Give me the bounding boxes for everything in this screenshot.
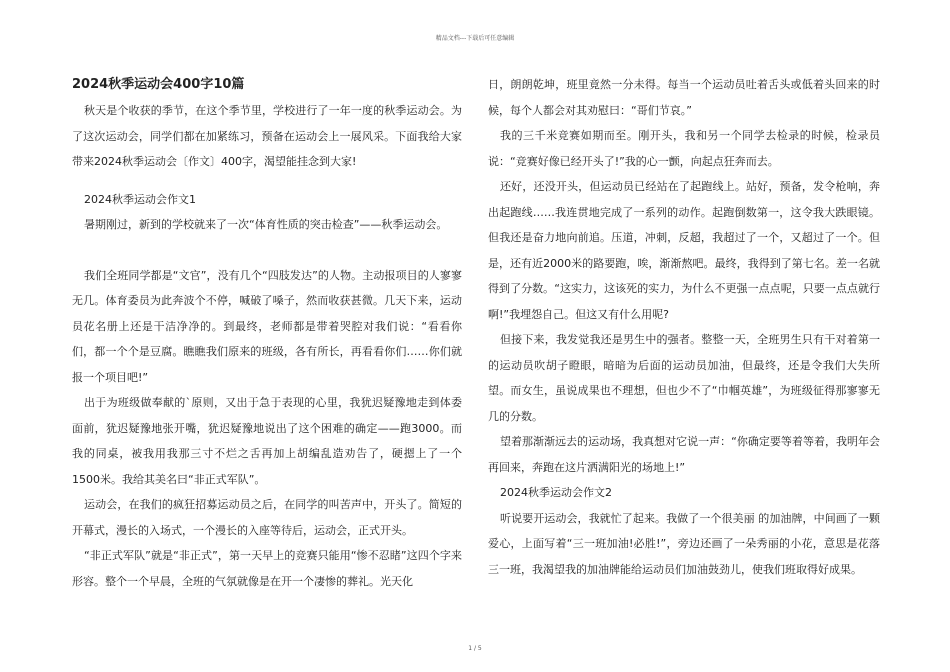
paragraph: 但接下来，我发觉我还是男生中的强者。整整一天，全班男生只有干对着第一的运动员吹胡子瞪眼，暗暗为后面的运动员加油，但最终，还是令我们大失所望。而女生，虽说成果也不理想，但也少不了“巾帼英雄”，为班级征得那寥寥无几的分数。 [488, 333, 880, 423]
paragraph: 运动会，在我们的疯狂招募运动员之后，在同学的叫苦声中，开头了。简短的开幕式，漫长的入场式，一个漫长的入座等待后，运动会，正式开头。 [72, 498, 462, 537]
paragraph: 还好，还没开头，但运动员已经站在了起跑线上。站好，预备，发令枪响，奔出起跑线……我连贯地完成了一系列的动作。起跑倒数第一，这令我大跌眼镜。但我还是奋力地向前追。压道，冲刺，反超，我超过了一个，又超过了一个。但是，还有近2000米的路要跑，唉，渐渐熬吧。最终，我得到了第七名。差一名就得到了分数。“这实力，这该死的实力，为什么不更强一点点呢，只要一点点就行啊!”我埋怨自己。但这又有什么用呢? [488, 180, 880, 321]
paragraph: 暑期刚过，新到的学校就来了一次“体育性质的突击检查”——秋季运动会。 [84, 218, 448, 231]
paragraph: 我的三千米竞赛如期而至。刚开头，我和另一个同学去检录的时候，检录员说：“竞赛好像已经开头了!”我的心一颤，向起点狂奔而去。 [488, 129, 880, 168]
paragraph: 我们全班同学都是“文官”，没有几个“四肢发达”的人物。主动报项目的人寥寥无几。体育委员为此奔波个不停，喊破了嗓子，然而收获甚微。几天下来，运动员花名册上还是干洁净净的。到最终，老师都是带着哭腔对我们说：“看看你们，都一个个是豆腐。瞧瞧我们原来的班级，各有所长，再看看你们……你们就报一个项目吧!” [72, 268, 462, 384]
essay-2-heading: 2024秋季运动会作文2 [500, 486, 612, 499]
page-number: 1 / 5 [468, 645, 482, 652]
right-column [488, 72, 880, 582]
intro-paragraph: 秋天是个收获的季节，在这个季节里，学校进行了一年一度的秋季运动会。为了这次运动会，同学们都在加紧练习，预备在运动会上一展风采。下面我给大家带来2024秋季运动会〔作文〕400字，渴望能挂念到大家! [72, 104, 462, 168]
page-header: 精品文档---下载后可任意编辑 [435, 35, 515, 42]
paragraph: 日，朗朗乾坤，班里竟然一分未得。每当一个运动员吐着舌头或低着头回来的时候，每个人都会对其劝慰曰：“哥们节哀。” [488, 78, 880, 117]
paragraph: 听说要开运动会，我就忙了起来。我做了一个很美丽 的加油牌，中间画了一颗爱心，上面写着“三一班加油!必胜!”，旁边还画了一朵秀丽的小花，意思是花落三一班，我渴望我的加油牌能给运动员们加油鼓劲儿，使我们班取得好成果。 [488, 511, 880, 576]
paragraph: 望着那渐渐远去的运动场，我真想对它说一声：“你确定要等着等着，我明年会再回来，奔跑在这片洒满阳光的场地上!” [488, 435, 880, 474]
paragraph: 出于为班级做奉献的`原则，又出于急于表现的心里，我犹迟疑豫地走到体委面前，犹迟疑豫地张开嘴，犹迟疑豫地说出了这个困难的确定——跑3000。而我的同桌，被我用我那三寸不烂之舌再加上胡编乱造劝告了，硬摁上了一个1500米。我给其美名曰“非正式军队”。 [72, 396, 462, 486]
essay-1-heading: 2024秋季运动会作文1 [84, 192, 196, 206]
paragraph: “非正式军队”就是“非正式”，第一天早上的竞赛只能用“惨不忍睹”这四个字来形容。整个一个早晨，全班的气氛就像是在开一个凄惨的葬礼。光天化 [72, 549, 462, 588]
document-title: 2024秋季运动会400字10篇 [72, 77, 245, 92]
left-column [72, 72, 462, 594]
